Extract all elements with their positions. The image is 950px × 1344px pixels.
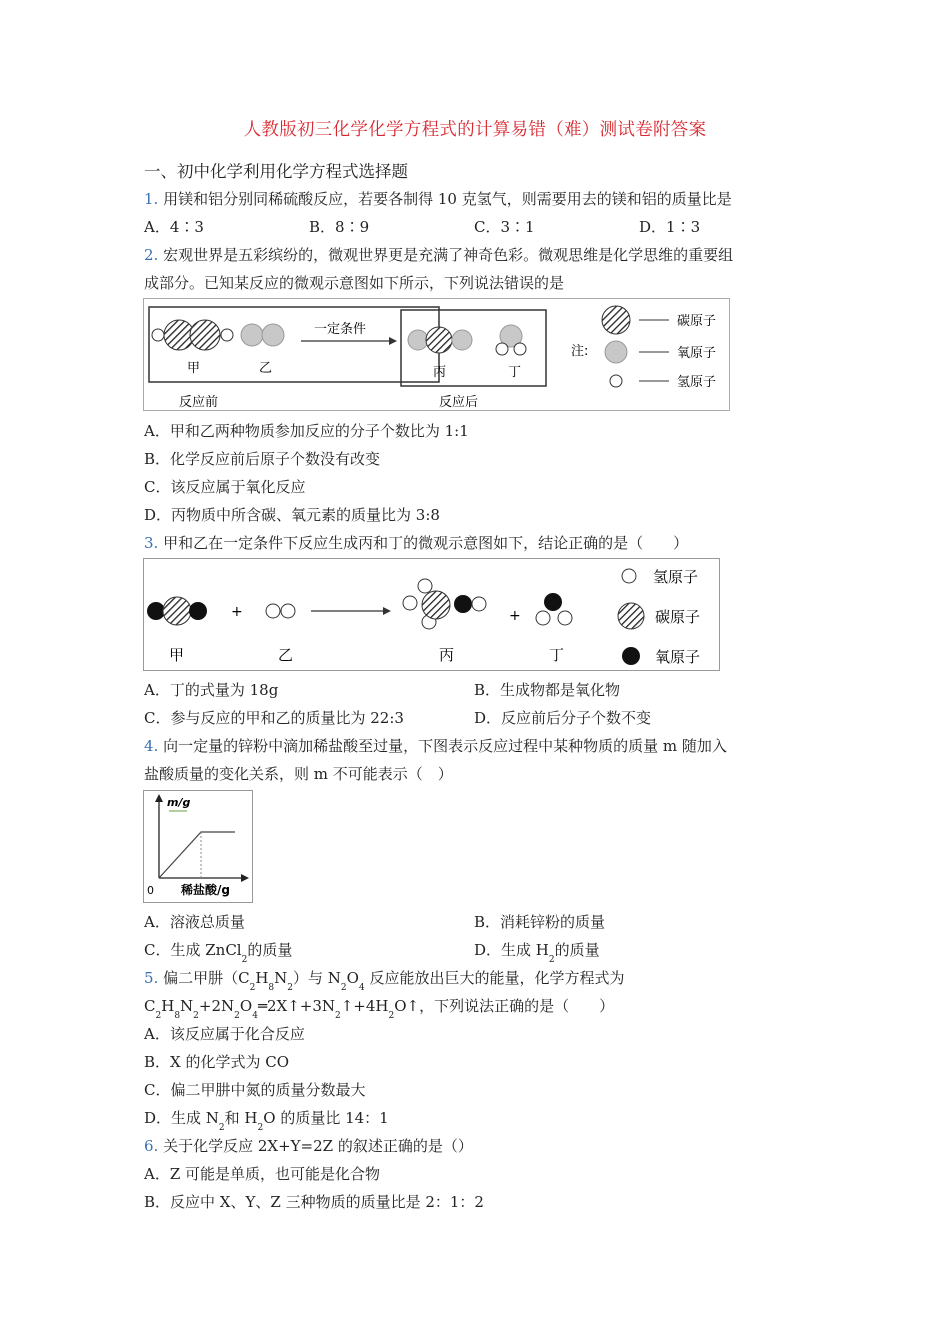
- label-yi: 乙: [278, 646, 294, 664]
- q2-option-a: A．甲和乙两种物质参加反应的分子个数比为 1:1: [144, 422, 469, 440]
- q3-reaction-figure: [143, 558, 721, 672]
- question-text: 向一定量的锌粉中滴加稀盐酸至过量，下图表示反应过程中某种物质的质量 m 随加入: [163, 737, 727, 755]
- q5-option-d: D．生成 $N_2$和 $H_2O$ 的质量比 14：1: [144, 1109, 389, 1133]
- label-jia: 甲: [187, 361, 201, 376]
- label-bing: 丙: [439, 646, 455, 664]
- plus-sign-2: +: [509, 608, 521, 624]
- label-before: 反应前: [179, 395, 219, 410]
- question-6: [144, 1136, 473, 1156]
- note-label: 注:: [571, 344, 589, 359]
- origin-label: 0: [147, 884, 154, 897]
- q5-option-a: A．该反应属于化合反应: [144, 1025, 305, 1043]
- q2-option-c: C．该反应属于氧化反应: [144, 478, 306, 496]
- question-number: 6.: [144, 1137, 159, 1155]
- q1-option-a: A．4∶3: [144, 218, 204, 236]
- question-number: 3.: [144, 534, 159, 552]
- y-axis-label: m/g: [167, 796, 191, 809]
- question-text: 甲和乙在一定条件下反应生成丙和丁的微观示意图如下，结论正确的是（ ）: [163, 534, 689, 552]
- label-ding: 丁: [508, 365, 522, 380]
- legend-carbon: 碳原子: [655, 608, 701, 626]
- q2-option-b: B．化学反应前后原子个数没有改变: [144, 450, 381, 468]
- q4-option-b: B．消耗锌粉的质量: [474, 913, 606, 931]
- label-jia: 甲: [169, 646, 185, 664]
- plus-sign: +: [231, 604, 243, 620]
- q2-option-d: D．丙物质中所含碳、氧元素的质量比为 3:8: [144, 506, 440, 524]
- q4-graph-figure: [143, 790, 253, 903]
- question-number: 5.: [144, 969, 159, 987]
- question-text: 宏观世界是五彩缤纷的，微观世界更是充满了神奇色彩。微观思维是化学思维的重要组: [163, 246, 734, 264]
- condition-label: 一定条件: [314, 322, 367, 337]
- question-5-equation: $C_2H_8N_2+2N_2O_4═2X↑+3N_2↑+4H_2O↑$，下列说法正确的是（ ）: [144, 997, 615, 1021]
- q4-option-a: A．溶液总质量: [144, 913, 245, 931]
- legend-hydrogen: 氢原子: [653, 568, 699, 586]
- q3-option-d: D．反应前后分子个数不变: [474, 709, 652, 727]
- q5-option-b: B．X 的化学式为 CO: [144, 1053, 290, 1071]
- q3-option-b: B．生成物都是氧化物: [474, 681, 621, 699]
- question-2: [144, 245, 733, 265]
- label-after: 反应后: [439, 395, 479, 410]
- q3-option-a: A．丁的式量为 18g: [144, 681, 279, 699]
- q4-option-d: D．生成 $H_2$的质量: [474, 941, 600, 965]
- legend-oxygen: 氧原子: [677, 346, 717, 361]
- q4-option-c: C．生成 ZnCl$_2$的质量: [144, 941, 293, 965]
- q1-option-d: D．1∶3: [639, 218, 701, 236]
- q2-reaction-figure: [143, 298, 731, 412]
- question-number: 4.: [144, 737, 159, 755]
- q6-option-a: A．Z 可能是单质，也可能是化合物: [144, 1165, 381, 1183]
- question-text: 用镁和铝分别同稀硫酸反应，若要各制得 10 克氢气，则需要用去的镁和铝的质量比是: [163, 190, 732, 208]
- q5-option-c: C．偏二甲肼中氮的质量分数最大: [144, 1081, 366, 1099]
- q3-option-c: C．参与反应的甲和乙的质量比为 22:3: [144, 709, 404, 727]
- legend-oxygen: 氧原子: [655, 648, 701, 666]
- question-text: 关于化学反应 2X+Y=2Z 的叙述正确的是（）: [163, 1137, 473, 1155]
- q1-option-c: C．3∶1: [474, 218, 535, 236]
- question-4-line2: 盐酸质量的变化关系，则 m 不可能表示（ ）: [144, 765, 453, 783]
- question-4: [144, 736, 727, 756]
- question-number: 1.: [144, 190, 159, 208]
- question-number: 2.: [144, 246, 159, 264]
- label-ding: 丁: [549, 646, 565, 664]
- q1-option-b: B．8∶9: [309, 218, 370, 236]
- q6-option-b: B．反应中 X、Y、Z 三种物质的质量比是 2：1：2: [144, 1193, 484, 1211]
- page-title: 人教版初三化学化学方程式的计算易错（难）测试卷附答案: [243, 120, 707, 140]
- legend-carbon: 碳原子: [677, 314, 717, 329]
- question-1: [144, 189, 732, 209]
- label-yi: 乙: [259, 361, 273, 376]
- question-5: 5. 偏二甲肼$(C_2H_8N_2)$与 $N_2O_4$ 反应能放出巨大的能量，化学方程式为: [144, 969, 625, 993]
- question-2-line2: 成部分。已知某反应的微观示意图如下所示，下列说法错误的是: [144, 274, 565, 292]
- label-bing: 丙: [433, 365, 447, 380]
- legend-hydrogen: 氢原子: [677, 375, 717, 390]
- section-heading: 一、初中化学利用化学方程式选择题: [144, 162, 408, 181]
- x-axis-label: 稀盐酸/g: [181, 883, 230, 897]
- question-3: [144, 533, 688, 553]
